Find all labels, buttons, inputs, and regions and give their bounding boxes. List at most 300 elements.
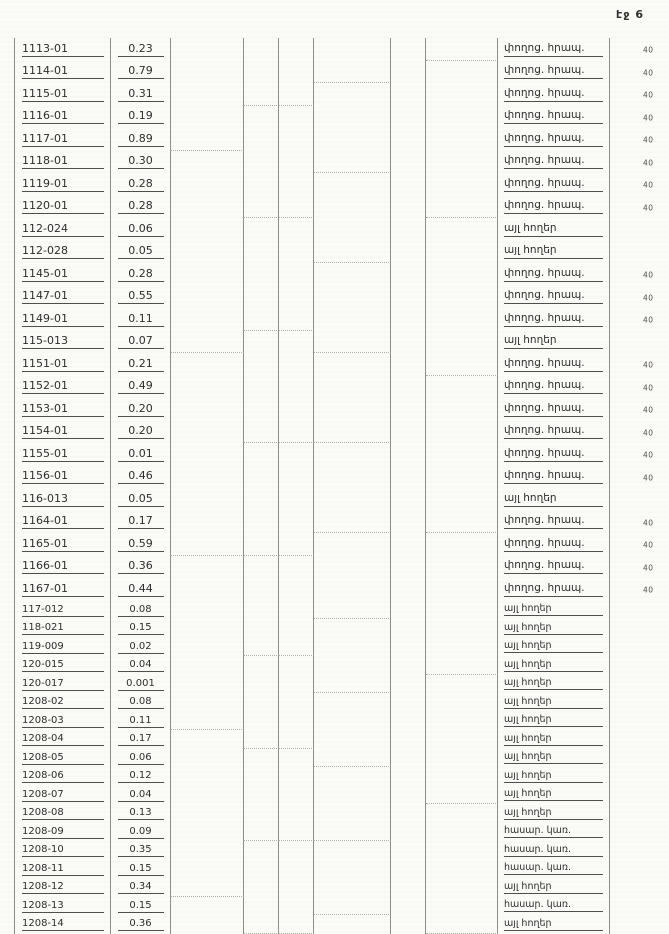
area-value: 0.34 (118, 880, 164, 894)
empty-cell (244, 712, 279, 731)
empty-cell (279, 106, 314, 129)
empty-cell (244, 915, 279, 934)
empty-cell (171, 353, 244, 376)
land-category: հասար. կառ. (504, 844, 603, 857)
empty-cell (391, 675, 426, 694)
parcel-code: 1208-10 (22, 843, 104, 857)
empty-cell (391, 151, 426, 174)
empty-cell (244, 106, 279, 129)
parcel-code: 1208-06 (22, 769, 104, 783)
parcel-code: 1208-09 (22, 825, 104, 839)
land-category: այլ հողեր (504, 492, 603, 507)
empty-cell (314, 443, 391, 466)
land-category: փողոց. հրապ. (504, 87, 603, 102)
empty-cell (279, 443, 314, 466)
empty-cell (279, 263, 314, 286)
parcel-code: 117-012 (22, 603, 104, 617)
land-category-cell (498, 675, 610, 694)
area-value-cell (111, 804, 171, 823)
empty-cell (426, 619, 498, 638)
empty-cell (171, 376, 244, 399)
parcel-code-cell (15, 38, 111, 61)
empty-cell (279, 730, 314, 749)
empty-cell (244, 730, 279, 749)
empty-cell (279, 915, 314, 934)
land-category-cell (498, 533, 610, 556)
land-category-cell (498, 106, 610, 129)
empty-cell (279, 61, 314, 84)
empty-cell (279, 749, 314, 768)
land-category: այլ հողեր (504, 640, 603, 653)
empty-cell (279, 466, 314, 489)
parcel-code: 1113-01 (22, 42, 104, 57)
land-category: այլ հողեր (504, 733, 603, 746)
empty-cell (314, 308, 391, 331)
empty-cell (279, 38, 314, 61)
land-category: փողոց. հրապ. (504, 289, 603, 304)
empty-cell (244, 804, 279, 823)
table-row (15, 578, 654, 601)
parcel-code-cell (15, 376, 111, 399)
empty-cell (279, 638, 314, 657)
empty-cell (244, 749, 279, 768)
empty-cell (426, 675, 498, 694)
land-category-cell (498, 376, 610, 399)
margin-note: 40 (643, 383, 654, 393)
empty-cell (171, 106, 244, 129)
parcel-code-cell (15, 421, 111, 444)
parcel-code: 1118-01 (22, 154, 104, 169)
land-category-cell (498, 915, 610, 934)
area-value-cell (111, 218, 171, 241)
area-value: 0.28 (118, 177, 164, 192)
empty-cell (391, 556, 426, 579)
empty-cell (391, 749, 426, 768)
land-category: փողոց. հրապ. (504, 537, 603, 552)
empty-cell (171, 241, 244, 264)
parcel-code-cell (15, 767, 111, 786)
parcel-code: 118-021 (22, 621, 104, 635)
empty-cell (391, 619, 426, 638)
parcel-code: 119-009 (22, 640, 104, 654)
empty-cell (391, 601, 426, 620)
parcel-code-cell (15, 578, 111, 601)
empty-cell (244, 488, 279, 511)
empty-cell (244, 196, 279, 219)
empty-cell (279, 860, 314, 879)
empty-cell (244, 601, 279, 620)
parcel-code: 1208-02 (22, 695, 104, 709)
land-category-cell (498, 128, 610, 151)
empty-cell (279, 556, 314, 579)
empty-cell (391, 196, 426, 219)
area-value-cell (111, 860, 171, 879)
empty-cell (314, 263, 391, 286)
empty-cell (171, 488, 244, 511)
empty-cell (391, 578, 426, 601)
area-value: 0.11 (118, 312, 164, 327)
land-parcel-table (14, 38, 654, 934)
parcel-code-cell (15, 638, 111, 657)
area-value: 0.36 (118, 917, 164, 931)
land-category: այլ հողեր (504, 659, 603, 672)
empty-cell (244, 656, 279, 675)
land-category: այլ հողեր (504, 918, 603, 931)
area-value-cell (111, 421, 171, 444)
empty-cell (314, 218, 391, 241)
land-category: փողոց. հրապ. (504, 559, 603, 574)
empty-cell (244, 556, 279, 579)
empty-cell (314, 151, 391, 174)
empty-cell (279, 533, 314, 556)
empty-cell (314, 196, 391, 219)
table-row (15, 823, 610, 842)
land-category-cell (498, 656, 610, 675)
table-row (15, 398, 654, 421)
table-row (15, 488, 610, 511)
land-category-cell (498, 897, 610, 916)
parcel-code-cell (15, 823, 111, 842)
empty-cell (314, 421, 391, 444)
empty-cell (314, 841, 391, 860)
table-row (15, 533, 654, 556)
land-category-cell (498, 878, 610, 897)
area-value-cell (111, 915, 171, 934)
parcel-code-cell (15, 915, 111, 934)
empty-cell (314, 556, 391, 579)
empty-cell (279, 578, 314, 601)
land-category: փողոց. հրապ. (504, 514, 603, 529)
area-value-cell (111, 675, 171, 694)
empty-cell (314, 638, 391, 657)
land-category: այլ հողեր (504, 222, 603, 237)
land-category-cell (498, 61, 610, 84)
empty-cell (244, 443, 279, 466)
empty-cell (279, 173, 314, 196)
land-category-cell (498, 578, 610, 601)
empty-cell (314, 331, 391, 354)
empty-cell (244, 151, 279, 174)
empty-cell (426, 466, 498, 489)
area-value-cell (111, 61, 171, 84)
land-category: այլ հողեր (504, 881, 603, 894)
empty-cell (314, 533, 391, 556)
empty-cell (391, 218, 426, 241)
area-value: 0.11 (118, 714, 164, 728)
parcel-code-cell (15, 331, 111, 354)
land-category: հասար. կառ. (504, 862, 603, 875)
land-category: այլ հողեր (504, 788, 603, 801)
area-value: 0.20 (118, 424, 164, 439)
area-value: 0.15 (118, 899, 164, 913)
area-value: 0.23 (118, 42, 164, 57)
margin-note: 40 (643, 563, 654, 573)
land-category: փողոց. հրապ. (504, 582, 603, 597)
empty-cell (171, 749, 244, 768)
empty-cell (391, 241, 426, 264)
margin-note: 40 (643, 585, 654, 595)
empty-cell (171, 263, 244, 286)
parcel-code: 112-024 (22, 222, 104, 237)
area-value-cell (111, 353, 171, 376)
parcel-code: 120-015 (22, 658, 104, 672)
parcel-code-cell (15, 693, 111, 712)
empty-cell (391, 511, 426, 534)
area-value: 0.30 (118, 154, 164, 169)
empty-cell (391, 488, 426, 511)
empty-cell (244, 218, 279, 241)
table-row (15, 693, 610, 712)
empty-cell (171, 619, 244, 638)
empty-cell (426, 511, 498, 534)
area-value: 0.06 (118, 222, 164, 237)
parcel-code: 1115-01 (22, 87, 104, 102)
area-value-cell (111, 331, 171, 354)
area-value-cell (111, 786, 171, 805)
parcel-code-cell (15, 83, 111, 106)
area-value-cell (111, 151, 171, 174)
parcel-code-cell (15, 712, 111, 731)
table-row (15, 730, 610, 749)
parcel-code-cell (15, 263, 111, 286)
parcel-code: 1154-01 (22, 424, 104, 439)
land-category-cell (498, 749, 610, 768)
empty-cell (279, 804, 314, 823)
area-value-cell (111, 638, 171, 657)
area-value: 0.02 (118, 640, 164, 654)
empty-cell (279, 331, 314, 354)
area-value-cell (111, 466, 171, 489)
area-value: 0.35 (118, 843, 164, 857)
empty-cell (244, 675, 279, 694)
empty-cell (391, 804, 426, 823)
empty-cell (279, 83, 314, 106)
margin-note: 40 (643, 203, 654, 213)
empty-cell (171, 218, 244, 241)
table-row (15, 376, 654, 399)
parcel-code: 1156-01 (22, 469, 104, 484)
land-category: փողոց. հրապ. (504, 64, 603, 79)
parcel-code-cell (15, 786, 111, 805)
parcel-code-cell (15, 308, 111, 331)
empty-cell (314, 823, 391, 842)
empty-cell (391, 860, 426, 879)
area-value-cell (111, 38, 171, 61)
parcel-code-cell (15, 601, 111, 620)
empty-cell (391, 83, 426, 106)
empty-cell (171, 878, 244, 897)
parcel-code: 1208-03 (22, 714, 104, 728)
area-value: 0.08 (118, 603, 164, 617)
parcel-code: 1167-01 (22, 582, 104, 597)
empty-cell (391, 308, 426, 331)
empty-cell (391, 38, 426, 61)
table-row (15, 767, 610, 786)
empty-cell (314, 376, 391, 399)
empty-cell (426, 841, 498, 860)
empty-cell (314, 878, 391, 897)
parcel-code-cell (15, 443, 111, 466)
empty-cell (279, 151, 314, 174)
area-value-cell (111, 533, 171, 556)
table-row (15, 421, 654, 444)
area-value-cell (111, 106, 171, 129)
empty-cell (314, 61, 391, 84)
page-number: էջ 6 (616, 8, 644, 21)
land-category-cell (498, 83, 610, 106)
empty-cell (314, 767, 391, 786)
land-category: փողոց. հրապ. (504, 267, 603, 282)
empty-cell (314, 860, 391, 879)
parcel-code-cell (15, 878, 111, 897)
parcel-code: 115-013 (22, 334, 104, 349)
empty-cell (279, 241, 314, 264)
area-value: 0.05 (118, 244, 164, 259)
empty-cell (391, 466, 426, 489)
table-row (15, 860, 610, 879)
empty-cell (314, 897, 391, 916)
area-value-cell (111, 443, 171, 466)
empty-cell (244, 897, 279, 916)
empty-cell (391, 915, 426, 934)
empty-cell (314, 675, 391, 694)
land-category: փողոց. հրապ. (504, 402, 603, 417)
parcel-code: 1114-01 (22, 64, 104, 79)
land-category: փողոց. հրապ. (504, 469, 603, 484)
margin-note: 40 (643, 315, 654, 325)
land-category-cell (498, 308, 610, 331)
area-value-cell (111, 712, 171, 731)
parcel-code-cell (15, 804, 111, 823)
empty-cell (171, 712, 244, 731)
empty-cell (244, 421, 279, 444)
parcel-code-cell (15, 106, 111, 129)
table-row (15, 83, 654, 106)
empty-cell (426, 860, 498, 879)
land-category-cell (498, 353, 610, 376)
empty-cell (426, 730, 498, 749)
empty-cell (244, 466, 279, 489)
area-value: 0.15 (118, 621, 164, 635)
parcel-code-cell (15, 398, 111, 421)
land-category-cell (498, 556, 610, 579)
table-row (15, 511, 654, 534)
area-value-cell (111, 878, 171, 897)
area-value: 0.28 (118, 267, 164, 282)
empty-cell (314, 693, 391, 712)
area-value: 0.12 (118, 769, 164, 783)
margin-note: 40 (643, 270, 654, 280)
empty-cell (426, 804, 498, 823)
parcel-code: 1208-05 (22, 751, 104, 765)
area-value: 0.46 (118, 469, 164, 484)
parcel-code-cell (15, 556, 111, 579)
empty-cell (279, 353, 314, 376)
land-category-cell (498, 693, 610, 712)
empty-cell (314, 749, 391, 768)
empty-cell (244, 398, 279, 421)
area-value: 0.20 (118, 402, 164, 417)
parcel-code: 1153-01 (22, 402, 104, 417)
empty-cell (391, 693, 426, 712)
empty-cell (391, 398, 426, 421)
area-value-cell (111, 488, 171, 511)
land-category-cell (498, 263, 610, 286)
empty-cell (244, 353, 279, 376)
empty-cell (426, 128, 498, 151)
empty-cell (391, 173, 426, 196)
empty-cell (171, 128, 244, 151)
empty-cell (426, 556, 498, 579)
empty-cell (171, 511, 244, 534)
parcel-code-cell (15, 675, 111, 694)
empty-cell (426, 767, 498, 786)
land-category: փողոց. հրապ. (504, 199, 603, 214)
parcel-code-cell (15, 173, 111, 196)
empty-cell (426, 263, 498, 286)
empty-cell (426, 398, 498, 421)
land-category: փողոց. հրապ. (504, 154, 603, 169)
empty-cell (426, 196, 498, 219)
area-value-cell (111, 578, 171, 601)
land-category: փողոց. հրապ. (504, 132, 603, 147)
table-row (15, 173, 654, 196)
table-row (15, 804, 610, 823)
empty-cell (426, 353, 498, 376)
empty-cell (314, 466, 391, 489)
land-category: հասար. կառ. (504, 825, 603, 838)
table-row (15, 308, 654, 331)
area-value: 0.79 (118, 64, 164, 79)
empty-cell (314, 128, 391, 151)
empty-cell (244, 638, 279, 657)
parcel-code: 1208-13 (22, 899, 104, 913)
empty-cell (391, 767, 426, 786)
empty-cell (314, 804, 391, 823)
empty-cell (391, 353, 426, 376)
table-row (15, 106, 654, 129)
area-value-cell (111, 767, 171, 786)
area-value: 0.89 (118, 132, 164, 147)
table-row (15, 712, 610, 731)
empty-cell (391, 61, 426, 84)
empty-cell (426, 376, 498, 399)
table-row (15, 196, 654, 219)
parcel-code: 120-017 (22, 677, 104, 691)
empty-cell (426, 61, 498, 84)
margin-note: 40 (643, 45, 654, 55)
area-value: 0.001 (118, 677, 164, 691)
area-value: 0.17 (118, 732, 164, 746)
margin-note: 40 (643, 90, 654, 100)
empty-cell (171, 331, 244, 354)
area-value-cell (111, 556, 171, 579)
empty-cell (391, 638, 426, 657)
parcel-code: 1152-01 (22, 379, 104, 394)
empty-cell (314, 578, 391, 601)
area-value-cell (111, 128, 171, 151)
land-category-cell (498, 466, 610, 489)
margin-note: 40 (643, 360, 654, 370)
area-value-cell (111, 601, 171, 620)
empty-cell (244, 693, 279, 712)
table-row (15, 331, 610, 354)
area-value: 0.05 (118, 492, 164, 507)
empty-cell (426, 601, 498, 620)
land-category-cell (498, 38, 610, 61)
land-category: այլ հողեր (504, 622, 603, 635)
empty-cell (426, 241, 498, 264)
